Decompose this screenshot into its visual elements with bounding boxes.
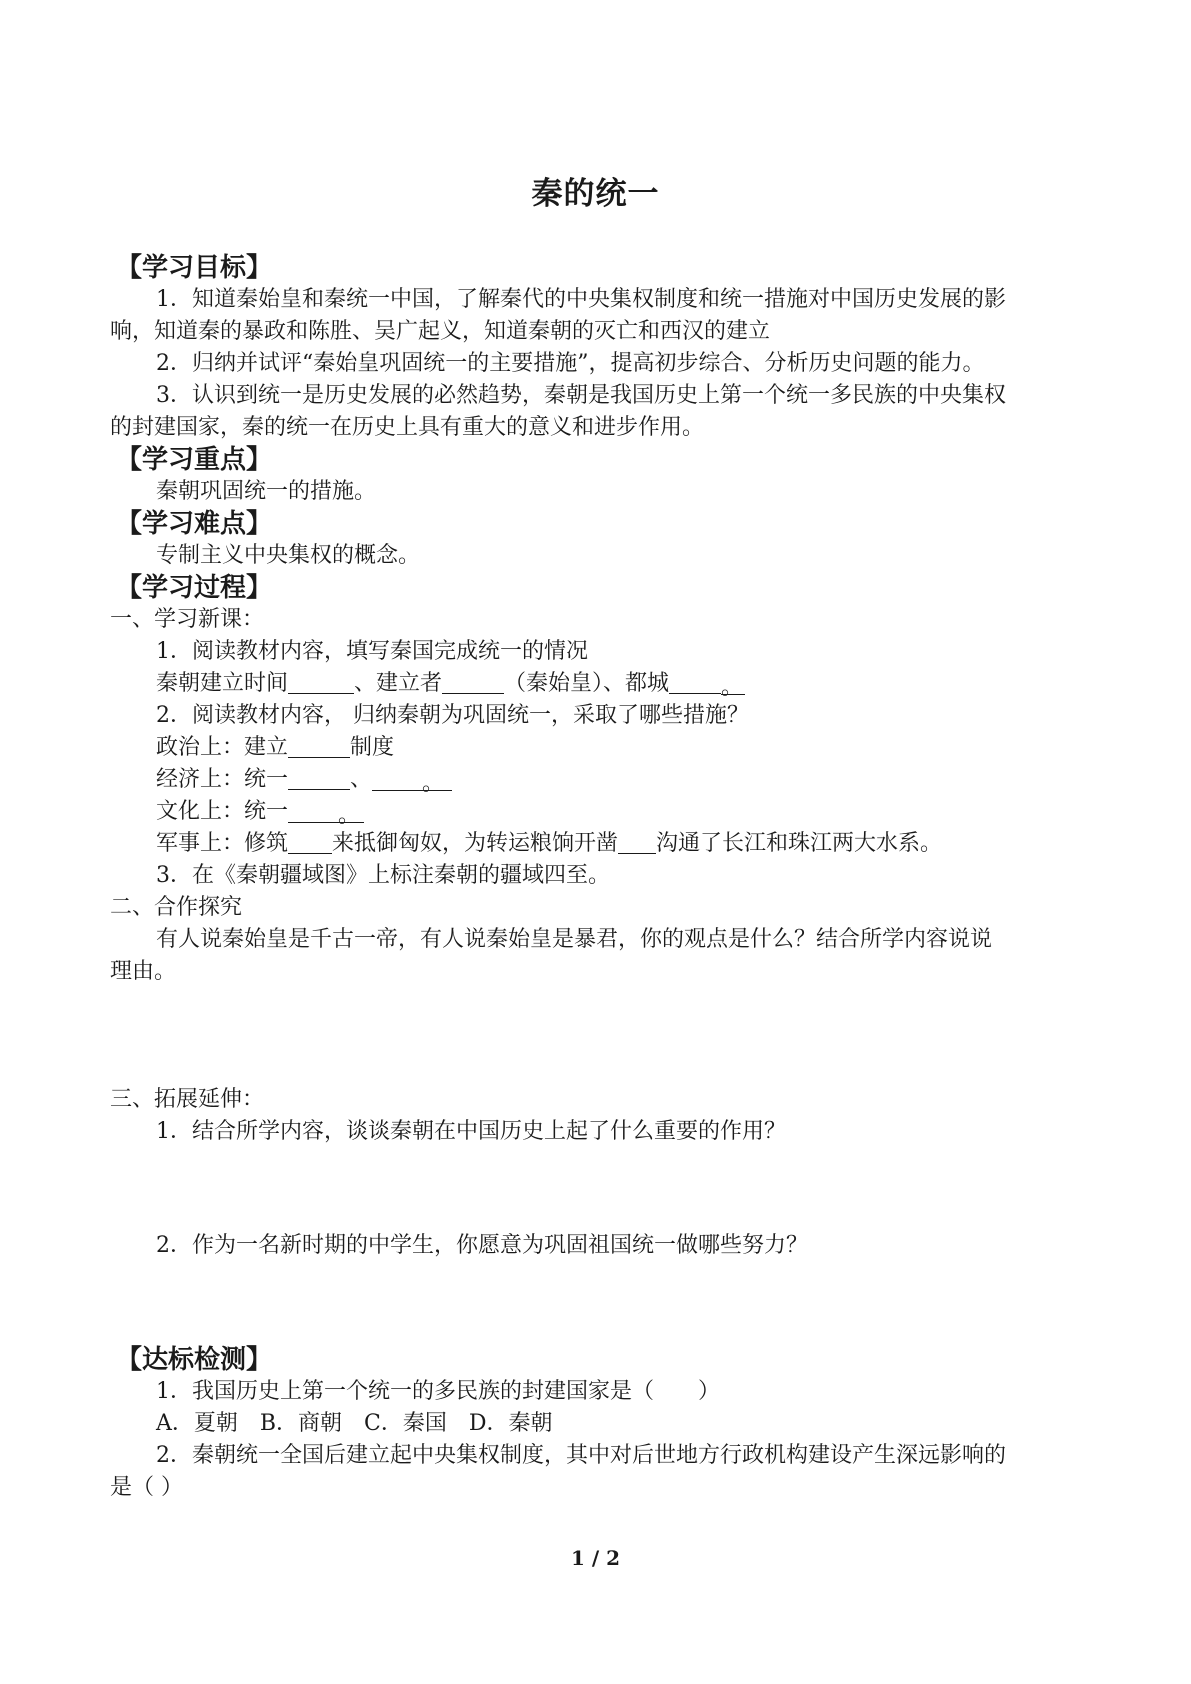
fill-label-capital: （秦始皇）、都城 xyxy=(504,671,670,696)
test-question-2-line-1: 2．秦朝统一全国后建立起中央集权制度，其中对后世地方行政机构建设产生深远影响的 xyxy=(156,1443,1006,1468)
blank-culture[interactable] xyxy=(288,800,364,828)
difficulties-text: 专制主义中央集权的概念。 xyxy=(156,543,421,568)
part3-question-2: 2．作为一名新时期的中学生，你愿意为巩固祖国统一做哪些努力？ xyxy=(156,1233,808,1258)
blank-capital[interactable] xyxy=(669,671,721,694)
heading-difficulties: 【学习难点】 xyxy=(116,509,273,539)
heading-process: 【学习过程】 xyxy=(116,573,273,603)
part1-question-3: 3．在《秦朝疆域图》上标注秦朝的疆域四至。 xyxy=(156,863,610,888)
objective-3-line-1: 3．认识到统一是历史发展的必然趋势，秦朝是我国历史上第一个统一多民族的中央集权 xyxy=(156,383,1006,408)
blank-politics[interactable] xyxy=(288,735,350,758)
economy-line xyxy=(110,764,1095,796)
heading-objectives: 【学习目标】 xyxy=(116,253,273,283)
military-label: 军事上：修筑 xyxy=(156,831,289,856)
objective-2: 2．归纳并试评“秦始皇巩固统一的主要措施”，提高初步综合、分析历史问题的能力。 xyxy=(156,351,985,376)
military-middle: 来抵御匈奴，为转运粮饷开凿 xyxy=(332,831,619,856)
objective-1-line-1: 1．知道秦始皇和秦统一中国，了解秦代的中央集权制度和统一措施对中国历史发展的影 xyxy=(156,287,1006,312)
blank-economy-1[interactable] xyxy=(288,767,350,790)
heading-test: 【达标检测】 xyxy=(116,1345,273,1375)
economy-separator: 、 xyxy=(350,767,373,792)
part2-answer-space[interactable] xyxy=(110,988,1095,1084)
culture-line xyxy=(110,796,1095,828)
politics-label: 政治上：建立 xyxy=(156,735,289,760)
objective-3-line-2: 的封建国家，秦的统一在历史上具有重大的意义和进步作用。 xyxy=(110,415,705,440)
heading-key-points: 【学习重点】 xyxy=(116,445,273,475)
blank-military-wall[interactable] xyxy=(288,831,332,854)
blank-military-canal[interactable] xyxy=(618,831,656,854)
blank-founder[interactable] xyxy=(442,671,504,694)
politics-line xyxy=(110,732,1095,764)
test-question-1: 1．我国历史上第一个统一的多民族的封建国家是（ ） xyxy=(156,1379,720,1404)
economy-period: 。 xyxy=(422,771,445,796)
blank-economy-2[interactable] xyxy=(372,768,452,796)
part3-answer-space-1[interactable] xyxy=(110,1148,1095,1230)
objective-1-line-2: 响，知道秦的暴政和陈胜、吴广起义，知道秦朝的灭亡和西汉的建立 xyxy=(110,319,771,344)
politics-suffix: 制度 xyxy=(350,735,395,760)
part3-answer-space-2[interactable] xyxy=(110,1262,1095,1344)
part3-question-1: 1．结合所学内容，谈谈秦朝在中国历史上起了什么重要的作用？ xyxy=(156,1119,786,1144)
test-question-2-line-2: 是（ ） xyxy=(110,1475,183,1500)
document-body xyxy=(110,252,1095,1504)
part1-question-2: 2．阅读教材内容， 归纳秦朝为巩固统一，采取了哪些措施？ xyxy=(156,703,749,728)
part1-question-1: 1．阅读教材内容，填写秦国完成统一的情况 xyxy=(156,639,588,664)
capital-period: 。 xyxy=(721,672,745,695)
part1-title: 一、学习新课： xyxy=(110,607,265,632)
culture-label: 文化上：统一 xyxy=(156,799,289,824)
military-suffix: 沟通了长江和珠江两大水系。 xyxy=(656,831,943,856)
culture-period: 。 xyxy=(338,803,361,828)
part3-title: 三、拓展延伸： xyxy=(110,1087,265,1112)
military-line xyxy=(110,828,1095,860)
part2-text-line-1: 有人说秦始皇是千古一帝，有人说秦始皇是暴君，你的观点是什么？结合所学内容说说 xyxy=(156,927,993,952)
key-points-text: 秦朝巩固统一的措施。 xyxy=(156,479,377,504)
test-question-1-options: A．夏朝 B．商朝 C．秦国 D．秦朝 xyxy=(156,1411,553,1436)
economy-label: 经济上：统一 xyxy=(156,767,289,792)
page-title: 秦的统一 xyxy=(531,176,660,212)
page-number: 1 / 2 xyxy=(570,1546,621,1570)
part1-question-1-fill xyxy=(110,668,1095,700)
part2-text-line-2: 理由。 xyxy=(110,959,177,984)
blank-founding-time[interactable] xyxy=(288,671,354,694)
fill-label-founder: 、建立者 xyxy=(354,671,443,696)
part2-title: 二、合作探究 xyxy=(110,895,243,920)
fill-label-founding-time: 秦朝建立时间 xyxy=(156,671,289,696)
